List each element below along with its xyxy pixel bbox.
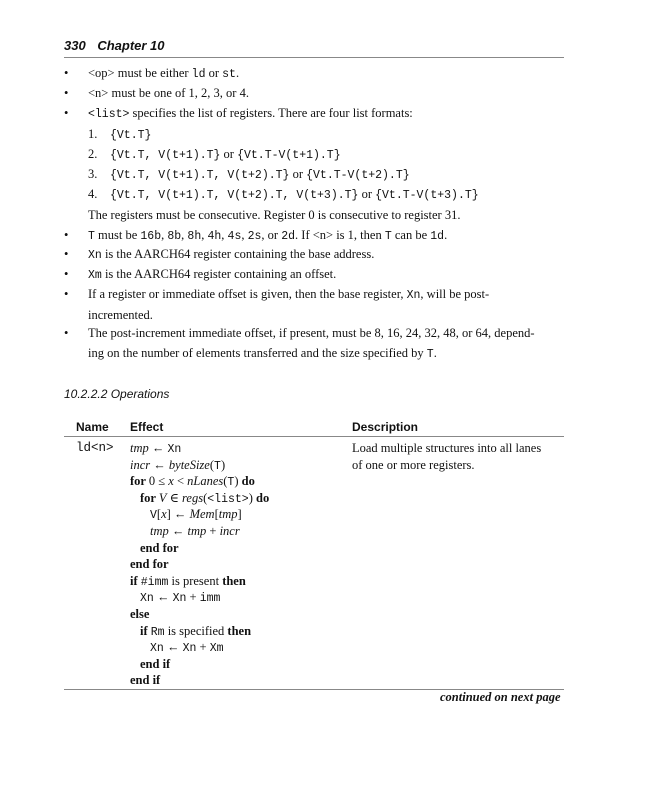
text-run: [ (214, 507, 219, 522)
code-token: 4h (207, 230, 222, 243)
code-token: 2d (281, 230, 296, 243)
code-token: {Vt.T, V(t+1).T, V(t+2).T} (110, 169, 290, 182)
bullet-marker: • (64, 287, 69, 301)
code-token: imm (199, 592, 221, 606)
code-token: Xn (150, 642, 164, 656)
text-run: tmp (150, 524, 169, 538)
code-token: Xm (88, 269, 102, 282)
code-token: 8b (167, 230, 182, 243)
text-run: < (173, 474, 188, 489)
text-run: ] ← (166, 507, 190, 522)
effect-line (150, 639, 224, 657)
code-token: 16b (140, 230, 162, 243)
text-run: , (221, 228, 228, 242)
bullet-line (88, 306, 564, 326)
text-run: . (444, 228, 448, 242)
text-run: , (201, 228, 208, 242)
code-token: {Vt.T, V(t+1).T} (110, 149, 221, 162)
code-token: {Vt.T} (110, 129, 152, 142)
text-run: tmp (130, 441, 149, 455)
text-run: for (130, 474, 149, 489)
code-token: Xn (406, 289, 421, 302)
code-token: 8h (187, 230, 202, 243)
code-token: Xm (209, 642, 224, 656)
bullet-line (88, 226, 564, 247)
row-name: ld<n> (76, 441, 114, 455)
effect-line (130, 473, 255, 491)
code-token: Rm (150, 625, 165, 639)
bullet-line (88, 344, 564, 365)
bullet-marker: • (64, 228, 69, 242)
text-run: 0 ≤ (148, 474, 169, 489)
continued-note: continued on next page (440, 690, 561, 704)
text-run: If a register or immediate offset is given, then the base register, (88, 287, 407, 301)
text-run: do (256, 490, 270, 505)
text-run: . If <n> is 1, then (295, 228, 385, 242)
bullet-text (88, 265, 564, 286)
list-format-item (88, 145, 564, 165)
code-token: 2s (247, 230, 262, 243)
text-run: , (241, 228, 248, 242)
list-number: 4. (88, 187, 98, 201)
text-run: + (196, 640, 210, 655)
bullet-line (88, 285, 564, 306)
list-format-item (88, 165, 564, 185)
text-run: ing on the number of elements transferred and the size specified by (88, 345, 427, 360)
effect-line (130, 556, 169, 573)
bullet-text (88, 84, 564, 104)
code-token: {Vt.T-V(t+2).T} (306, 169, 410, 182)
text-run: x (168, 474, 174, 489)
text-run: end for (130, 557, 169, 572)
text-run: ∈ (166, 490, 183, 505)
code-token: T (227, 476, 235, 490)
text-run: ← (163, 640, 183, 655)
code-token: Xn (172, 592, 187, 606)
text-run: ( (223, 474, 228, 489)
text-run: end for (140, 540, 179, 555)
list-number: 2. (88, 147, 98, 161)
description-line: of one or more registers. (352, 458, 475, 472)
running-header (64, 38, 564, 56)
effect-line (140, 623, 251, 641)
code-token: ld (191, 68, 206, 81)
text-run: ) (220, 457, 226, 472)
code-token: Xn (140, 592, 154, 606)
code-token: 1d (430, 230, 445, 243)
bullet-text (88, 226, 564, 247)
text-run: The post-increment immediate offset, if present, must be 8, 16, 24, 32, 48, or 64, depend- (88, 326, 535, 340)
code-token: Xn (167, 443, 182, 456)
bullet-marker: • (64, 106, 69, 120)
text-run: + (206, 524, 220, 538)
text-run: tmp (187, 524, 207, 538)
code-token: T (384, 230, 392, 243)
effect-line (140, 589, 220, 607)
text-run: ( (209, 457, 215, 472)
bullet-marker: • (64, 247, 69, 261)
code-token: 4s (227, 230, 242, 243)
text-run: must be (94, 228, 141, 242)
chapter-title: Chapter 10 (97, 38, 165, 53)
effect-line (140, 656, 170, 673)
text-run: , (161, 228, 168, 242)
bullet-text (88, 245, 564, 266)
text-run: else (130, 607, 150, 621)
text-run: end if (130, 673, 161, 688)
text-run: ← (150, 457, 169, 472)
text-run: if (130, 573, 141, 588)
bullet-marker: • (64, 86, 69, 100)
list-format-item (88, 125, 564, 145)
text-run: ) (234, 474, 242, 489)
effect-line (140, 490, 269, 508)
text-run: then (227, 623, 252, 638)
bullet-line (88, 245, 564, 266)
consecutive-note: The registers must be consecutive. Register 0 is consecutive to register 31. (88, 208, 461, 222)
text-run: , or (261, 228, 282, 242)
code-token: T (88, 230, 95, 243)
text-run: . (433, 345, 437, 360)
bullet-text (88, 285, 564, 325)
text-run: ( (203, 490, 208, 505)
table-header-rule (64, 436, 564, 437)
code-token: <list> (207, 492, 249, 506)
text-run: then (222, 573, 246, 588)
effect-line (130, 440, 181, 458)
text-run: is the AARCH64 register containing the base address. (101, 247, 375, 261)
text-run: specifies the list of registers. There are four list formats: (129, 106, 413, 120)
bullet-line (88, 324, 564, 344)
text-run: , (181, 228, 188, 242)
text-run: ← (148, 441, 168, 455)
code-token: Xn (182, 642, 197, 656)
text-run: if (140, 623, 151, 638)
code-token: <list> (88, 108, 130, 121)
effect-line (130, 457, 225, 475)
text-run: incr (219, 524, 240, 538)
text-run: , will be post- (420, 287, 490, 301)
text-run: byteSize (168, 457, 210, 472)
text-run: is specified (164, 623, 228, 638)
code-token: {Vt.T-V(t+1).T} (237, 149, 341, 162)
effect-line (140, 540, 179, 557)
text-run: nLanes (187, 474, 224, 489)
text-run: tmp (218, 507, 238, 522)
text-run: end if (140, 656, 171, 671)
text-run: V (158, 490, 167, 505)
text-run: [ (156, 507, 162, 522)
text-run: incremented. (88, 307, 153, 322)
text-run: ] (237, 507, 242, 522)
bullet-text (88, 104, 564, 125)
list-number: 3. (88, 167, 98, 181)
text-run: . (235, 66, 240, 80)
code-token: Xn (88, 249, 102, 262)
text-run: do (241, 474, 255, 489)
bullet-text (88, 64, 564, 85)
text-run: Mem (189, 507, 215, 522)
table-header-effect: Effect (130, 420, 164, 434)
text-run: or (205, 66, 223, 80)
text-run: <op> must be either (88, 66, 192, 80)
effect-line (130, 606, 149, 623)
code-token: T (214, 459, 221, 473)
code-token: {Vt.T-V(t+3).T} (375, 189, 479, 202)
effect-line (150, 506, 242, 524)
table-header-name: Name (76, 420, 109, 434)
page-number: 330 (64, 38, 86, 53)
effect-line (150, 523, 240, 540)
text-run: x (161, 507, 167, 522)
code-token: st (222, 68, 236, 81)
text-run: ← (153, 590, 173, 605)
description-line: Load multiple structures into all lanes (352, 441, 542, 455)
effect-line (130, 672, 160, 689)
effect-line (130, 573, 246, 591)
text-run: ← (168, 524, 188, 538)
text-run: or (289, 167, 307, 181)
text-run: or (358, 187, 376, 201)
text-run: is the AARCH64 register containing an offset. (101, 267, 337, 281)
code-token: T (426, 347, 434, 361)
text-run: can be (391, 228, 431, 242)
text-run: is present (168, 573, 223, 588)
table-header-description: Description (352, 420, 419, 434)
bullet-marker: • (64, 267, 69, 281)
bullet-text (88, 324, 564, 364)
bullet-marker: • (64, 326, 69, 340)
bullet-line (88, 265, 564, 286)
list-number: 1. (88, 127, 98, 141)
list-format-item (88, 185, 564, 205)
code-token: #imm (140, 575, 169, 589)
section-title: 10.2.2.2 Operations (64, 387, 170, 401)
code-token: V (150, 509, 157, 523)
code-token: {Vt.T, V(t+1).T, V(t+2).T, V(t+3).T} (110, 189, 359, 202)
bullet-marker: • (64, 66, 69, 80)
text-run: for (140, 490, 159, 505)
text-run: <n> must be one of 1, 2, 3, or 4. (88, 86, 249, 100)
header-rule (64, 57, 564, 58)
text-run: regs (182, 490, 204, 505)
text-run: incr (130, 457, 151, 472)
text-run: ) (248, 490, 256, 505)
text-run: or (220, 147, 238, 161)
text-run: + (186, 590, 200, 605)
